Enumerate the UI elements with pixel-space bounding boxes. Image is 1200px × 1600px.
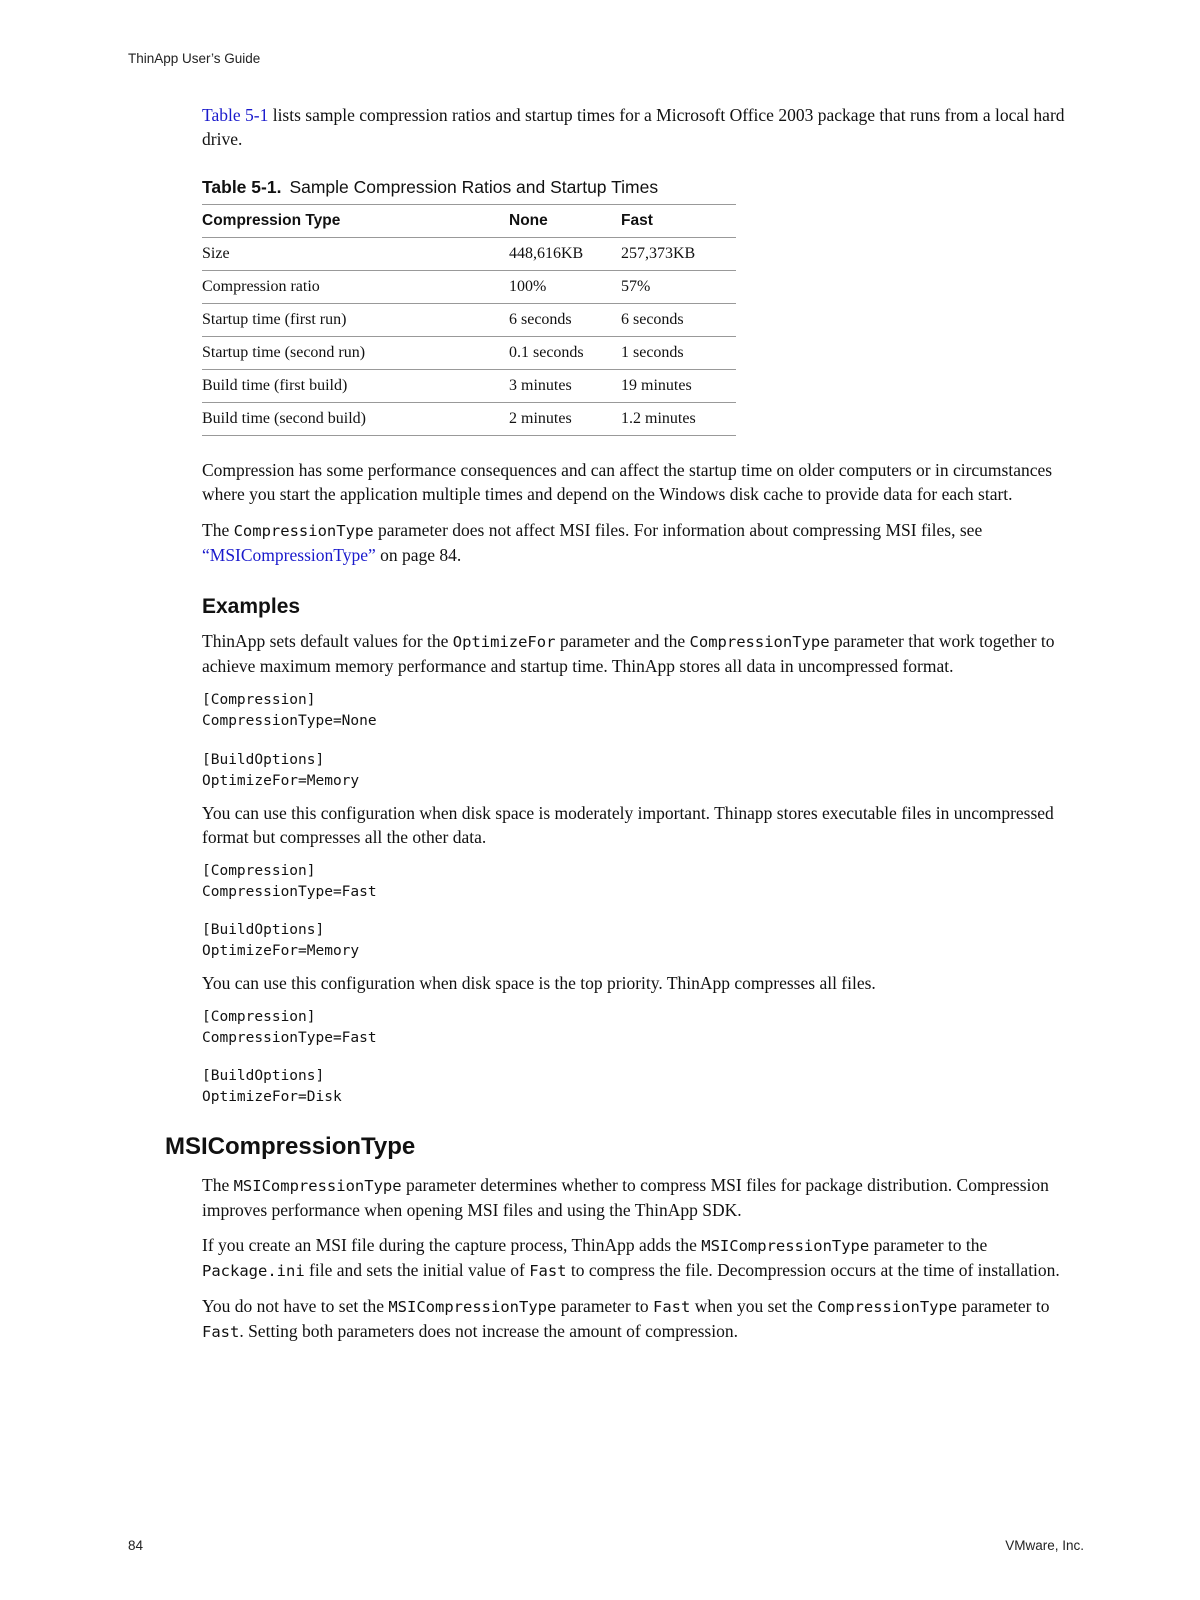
code-block: [BuildOptions] OptimizeFor=Memory — [202, 752, 360, 789]
code-block: [Compression] CompressionType=Fast — [202, 863, 377, 900]
footer-company: VMware, Inc. — [1005, 1538, 1084, 1553]
table-cell: Startup time (first run) — [202, 304, 509, 337]
inline-code: MSICompressionType — [388, 1298, 557, 1316]
column-header: None — [509, 205, 621, 238]
column-header: Fast — [621, 205, 736, 238]
inline-code: Fast — [653, 1298, 691, 1316]
inline-code: Fast — [529, 1262, 567, 1280]
examples-heading: Examples — [202, 595, 301, 618]
page-content — [165, 103, 1082, 1344]
table-cell: 1 seconds — [621, 337, 736, 370]
inline-code: CompressionType — [689, 633, 830, 651]
inline-code: CompressionType — [233, 522, 374, 540]
code-block: [BuildOptions] OptimizeFor=Disk — [202, 1068, 342, 1105]
running-header: ThinApp User’s Guide — [128, 51, 261, 66]
inline-code: Fast — [202, 1323, 240, 1341]
table-cell: 19 minutes — [621, 370, 736, 403]
table-row — [202, 304, 736, 337]
table-cell: 6 seconds — [509, 304, 621, 337]
table-cell: 100% — [509, 271, 621, 304]
table-header-row — [202, 205, 736, 238]
inline-code: MSICompressionType — [233, 1177, 402, 1195]
code-block: [Compression] CompressionType=None — [202, 692, 377, 729]
table-cell: 257,373KB — [621, 238, 736, 271]
compression-table — [202, 204, 736, 436]
table-cell: Compression ratio — [202, 271, 509, 304]
table-cell: 448,616KB — [509, 238, 621, 271]
msicompressiontype-link[interactable]: “MSICompressionType” — [202, 545, 376, 565]
msicompressiontype-heading: MSICompressionType — [165, 1133, 416, 1160]
table-cell: 3 minutes — [509, 370, 621, 403]
inline-code: Package.ini — [202, 1262, 305, 1280]
consequences-paragraph: Compression has some performance consequences and can affect the startup time on older computers or in circumstances where you start the application multiple times and depend on the Windows disk cache to provide data for each start. — [202, 460, 1053, 504]
msi-note-paragraph: The CompressionType parameter does not affect MSI files. For information about compressing MSI files, see “MSICompressionType” on page 84. — [202, 520, 983, 565]
inline-code: CompressionType — [817, 1298, 958, 1316]
table-cell: 6 seconds — [621, 304, 736, 337]
table-row — [202, 337, 736, 370]
table-cell: Startup time (second run) — [202, 337, 509, 370]
examples-paragraph-2: You can use this configuration when disk space is moderately important. Thinapp stores executable files in uncompressed format but compresses all the other data. — [202, 803, 1054, 847]
table-cell: 1.2 minutes — [621, 403, 736, 436]
column-header: Compression Type — [202, 205, 509, 238]
table-cell: 57% — [621, 271, 736, 304]
msi-paragraph-3: You do not have to set the MSICompressionType parameter to Fast when you set the CompressionType parameter to Fast. Setting both parameters does not increase the amount of compression. — [202, 1296, 1050, 1341]
inline-code: MSICompressionType — [701, 1237, 870, 1255]
table-caption — [202, 177, 1082, 198]
table-cell: 0.1 seconds — [509, 337, 621, 370]
examples-paragraph-1: ThinApp sets default values for the OptimizeFor parameter and the CompressionType parameter that work together to achieve maximum memory performance and startup time. ThinApp stores all data in uncompressed format. — [202, 631, 1055, 676]
table-link[interactable]: Table 5-1 — [202, 105, 269, 125]
table-caption-title: Sample Compression Ratios and Startup Times — [289, 177, 659, 197]
table-cell: Size — [202, 238, 509, 271]
table-caption-number: Table 5-1. — [202, 177, 282, 197]
code-block: [Compression] CompressionType=Fast — [202, 1009, 377, 1046]
msi-paragraph-2: If you create an MSI file during the capture process, ThinApp adds the MSICompressionType parameter to the Package.ini file and sets the initial value of Fast to compress the file. Decompression occurs at the time of installation. — [202, 1235, 1060, 1280]
table-row — [202, 271, 736, 304]
table-cell: Build time (second build) — [202, 403, 509, 436]
table-cell: Build time (first build) — [202, 370, 509, 403]
msi-paragraph-1: The MSICompressionType parameter determines whether to compress MSI files for package distribution. Compression improves performance when opening MSI files and using the ThinApp SDK. — [202, 1175, 1049, 1220]
table-cell: 2 minutes — [509, 403, 621, 436]
intro-paragraph: Table 5-1 lists sample compression ratios and startup times for a Microsoft Office 2003 package that runs from a local hard drive. — [202, 105, 1065, 149]
table-row — [202, 238, 736, 271]
examples-paragraph-3: You can use this configuration when disk space is the top priority. ThinApp compresses all files. — [202, 973, 876, 993]
code-block: [BuildOptions] OptimizeFor=Memory — [202, 922, 360, 959]
table-row — [202, 403, 736, 436]
page-number: 84 — [128, 1538, 144, 1553]
inline-code: OptimizeFor — [452, 633, 556, 651]
table-row — [202, 370, 736, 403]
